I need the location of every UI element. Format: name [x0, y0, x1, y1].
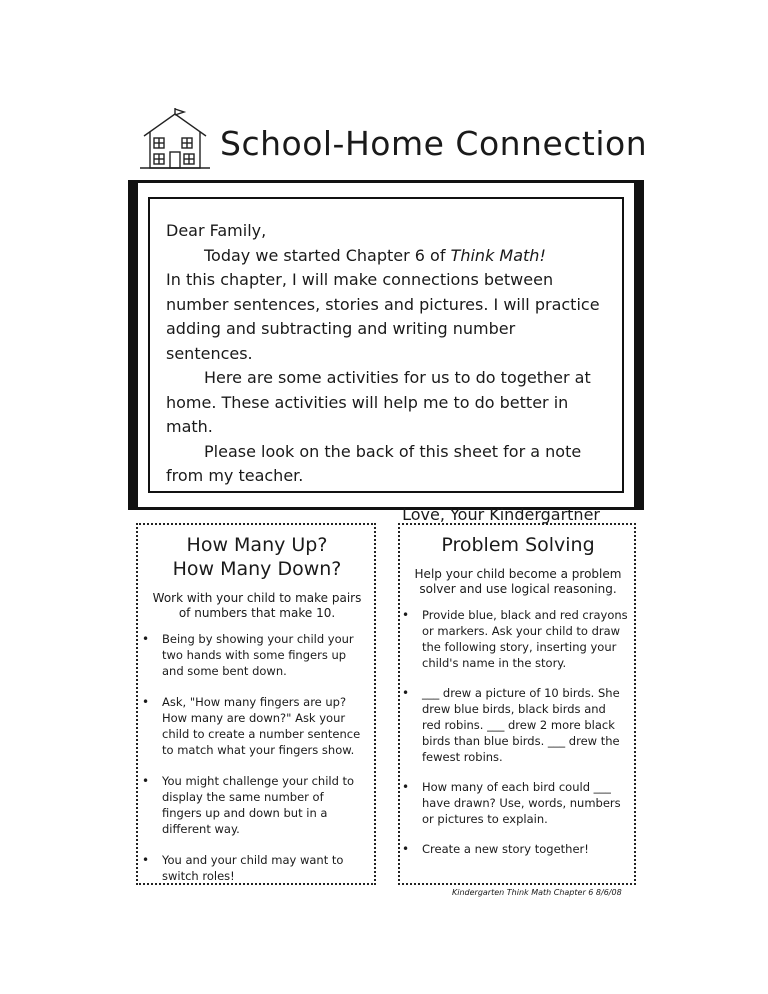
letter-paragraph-4: Please look on the back of this sheet for a note from my teacher. [166, 441, 582, 485]
left-activity-list [148, 631, 366, 884]
right-activity-list [408, 607, 628, 857]
letter-frame [128, 180, 644, 524]
list-item: • Create a new story together! [408, 841, 628, 857]
footer-note: Kindergarten Think Math Chapter 6 8/6/08 [452, 888, 622, 897]
list-item: • Ask, "How many fingers are up? How many are down?" Ask your child to create a number sentence to match what your fingers show. [148, 694, 366, 758]
right-box-title: Problem Solving [441, 534, 595, 556]
list-item: • You might challenge your child to display the same number of fingers up and down but in a different way. [148, 773, 366, 837]
right-box-intro: Help your child become a problem solver and use logical reasoning. [414, 567, 622, 596]
list-item: • ___ drew a picture of 10 birds. She drew blue birds, black birds and red robins. ___ drew 2 more black birds than blue birds. ___ drew the fewest robins. [408, 685, 628, 765]
schoolhouse-icon [140, 108, 210, 172]
list-item: • Provide blue, black and red crayons or markers. Ask your child to draw the following story, inserting your child's name in the story. [408, 607, 628, 671]
list-item: • You and your child may want to switch roles! [148, 852, 366, 884]
left-box-intro: Work with your child to make pairs of numbers that make 10. [152, 591, 362, 620]
letter-paragraph-1: Today we started Chapter 6 of Think Math! [204, 245, 546, 265]
letter-signoff: Love, Your Kindergartner [402, 504, 600, 524]
family-letter [148, 197, 624, 524]
list-item: • How many of each bird could ___ have drawn? Use, words, numbers or pictures to explain. [408, 779, 628, 827]
header [140, 108, 648, 172]
letter-paragraph-3: Here are some activities for us to do together at home. These activities will help me to do better in math. [166, 368, 591, 436]
list-item: • Being by showing your child your two hands with some fingers up and some bent down. [148, 631, 366, 679]
left-box-title: How Many Up? How Many Down? [172, 534, 342, 580]
problem-solving-box [398, 523, 636, 885]
letter-greeting: Dear Family, [166, 221, 267, 240]
letter-paragraph-2: In this chapter, I will make connections between number sentences, stories and pictures. I will practice adding and subtracting and writing number sentences. [166, 270, 600, 363]
page-title: School-Home Connection [220, 124, 648, 163]
how-many-up-box [136, 523, 376, 885]
book-title: Think Math! [450, 245, 546, 265]
